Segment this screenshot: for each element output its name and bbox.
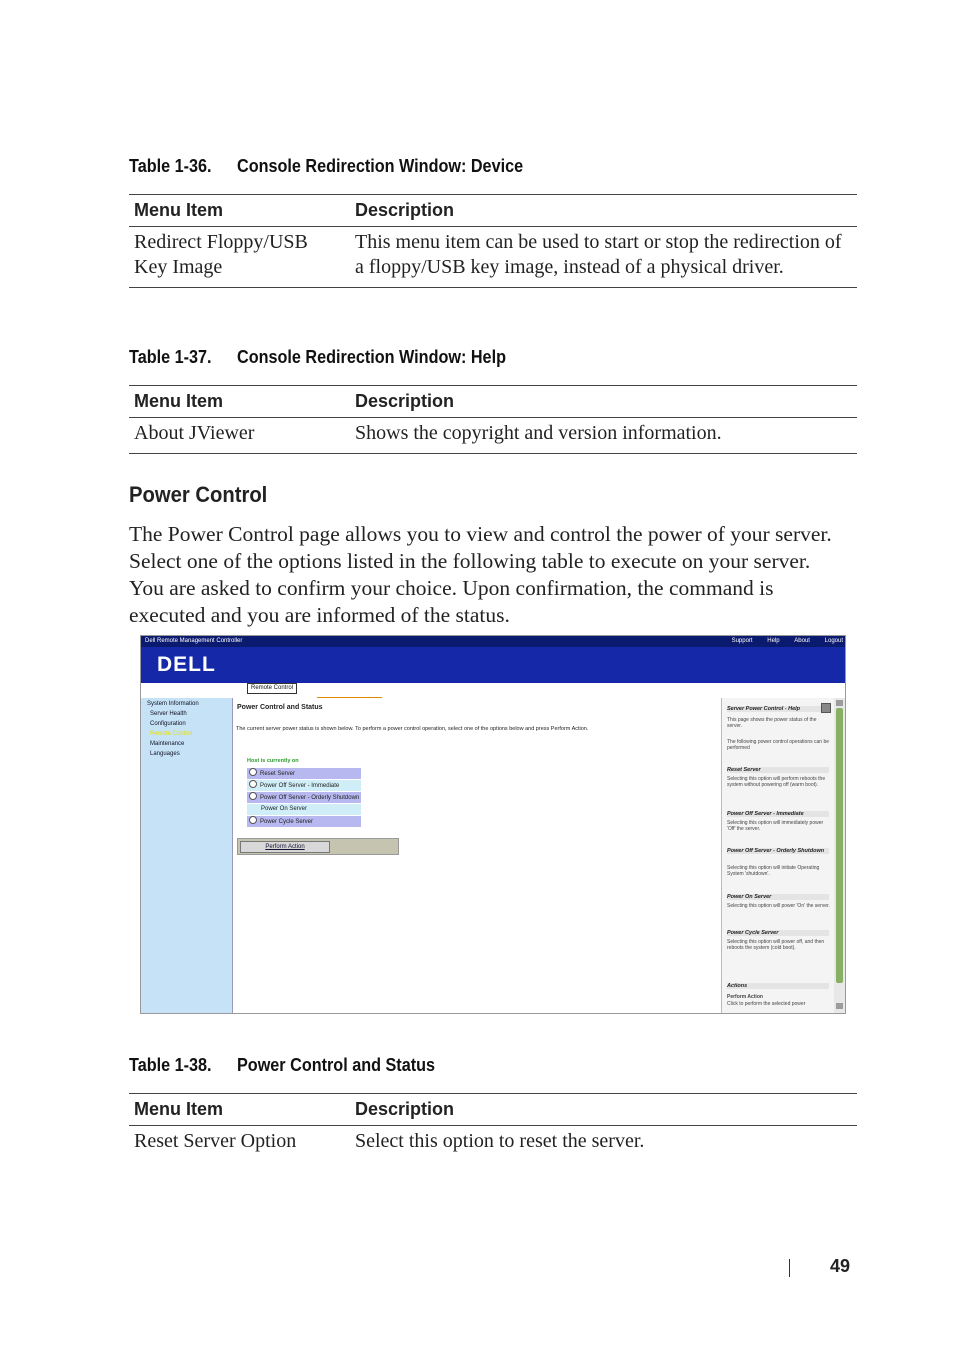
sidebar-item-system-information[interactable]: System Information [147, 701, 199, 707]
help-text: Selecting this option will power 'On' the server. [727, 903, 830, 909]
table-38-title: Power Control and Status [237, 1055, 436, 1075]
table-37-header-description: Description [350, 386, 857, 418]
option-label: Power On Server [261, 806, 308, 812]
tab-remote-control[interactable]: Remote Control [247, 683, 297, 694]
help-intro: This page shows the power status of the server. [727, 717, 817, 729]
close-icon[interactable] [821, 703, 831, 713]
table-cell: This menu item can be used to start or stop the redirection of a floppy/USB key image, instead of a physical driver. [350, 227, 857, 288]
help-text: Selecting this option will perform reboots the system without powering off (warm boot). [727, 776, 826, 788]
option-power-on-server[interactable] [247, 804, 361, 815]
radio-icon[interactable] [249, 792, 257, 800]
help-text: Selecting this option will immediately power 'Off' the server. [727, 820, 824, 832]
scrollbar-thumb[interactable] [836, 708, 843, 983]
table-cell: Select this option to reset the server. [355, 1130, 645, 1152]
table-36 [129, 194, 857, 288]
scroll-up-icon[interactable] [836, 700, 843, 706]
help-heading: Power Off Server - Immediate [727, 811, 829, 817]
option-reset-server[interactable] [247, 768, 361, 779]
table-38 [129, 1093, 857, 1161]
host-status: Host is currently on [247, 758, 299, 764]
help-heading: Power Cycle Server [727, 930, 829, 936]
table-36-number: Table 1-36. [129, 156, 212, 176]
sidebar-item-remote-control[interactable]: Remote Control [150, 731, 193, 737]
about-link[interactable]: About [794, 638, 810, 644]
help-heading: Reset Server [727, 767, 829, 773]
table-37-number: Table 1-37. [129, 347, 212, 367]
option-label: Power Cycle Server [260, 819, 314, 825]
sidebar-item-server-health[interactable]: Server Health [150, 711, 187, 717]
screenshot-title-bar [141, 636, 845, 647]
screenshot-sidebar [141, 698, 233, 1013]
scroll-down-icon[interactable] [836, 1003, 843, 1009]
option-power-off-immediate[interactable] [247, 780, 361, 791]
dell-logo: DELL [157, 653, 216, 676]
app-title: Dell Remote Management Controller [145, 638, 243, 644]
option-power-off-orderly[interactable] [247, 792, 361, 803]
table-36-header-description: Description [350, 195, 857, 227]
table-row [129, 418, 857, 454]
logout-link[interactable]: Logout [824, 638, 843, 644]
sidebar-item-languages[interactable]: Languages [150, 751, 180, 757]
radio-icon[interactable] [249, 780, 257, 788]
support-link[interactable]: Support [731, 638, 753, 644]
table-38-number: Table 1-38. [129, 1055, 212, 1075]
option-label: Power Off Server - Immediate [260, 783, 340, 789]
table-38-caption [129, 1055, 435, 1076]
perform-action-button[interactable]: Perform Action [240, 841, 330, 853]
option-label: Power Off Server - Orderly Shutdown [260, 795, 360, 801]
table-37-title: Console Redirection Window: Help [237, 347, 506, 367]
table-38-header-menu-item: Menu Item [129, 1094, 350, 1126]
sidebar-item-configuration[interactable]: Configuration [150, 721, 186, 727]
help-heading: Power On Server [727, 894, 829, 900]
table-37 [129, 385, 857, 454]
screenshot-main [233, 698, 721, 1013]
table-38-header-description: Description [350, 1094, 857, 1126]
option-label: Reset Server [260, 771, 296, 777]
table-37-caption [129, 347, 506, 368]
power-control-screenshot [140, 635, 846, 1014]
power-page-title: Power Control and Status [237, 704, 323, 711]
help-text: Selecting this option will initiate Operating System 'shutdown'. [727, 865, 820, 877]
table-cell: Redirect Floppy/USB Key Image [129, 227, 350, 288]
help-scrollbar[interactable] [834, 698, 845, 1013]
section-heading: Power Control [129, 482, 268, 507]
help-heading: Actions [727, 983, 829, 989]
sidebar-item-maintenance[interactable]: Maintenance [150, 741, 185, 747]
help-intro-2: The following power control operations can be performed [727, 739, 830, 751]
table-37-header-menu-item: Menu Item [129, 386, 350, 418]
table-row [129, 227, 857, 288]
table-36-title: Console Redirection Window: Device [237, 156, 524, 176]
help-action-text: Click to perform the selected power [727, 1001, 806, 1007]
option-power-cycle-server[interactable] [247, 816, 361, 827]
section-paragraph: The Power Control page allows you to view and control the power of your server. Select one of the options listed in the following table to execute on your server. You are asked to confirm your choice. Upon confirmation, the command is executed and you are informed of the status. [129, 522, 832, 627]
table-cell: About JViewer [129, 418, 350, 454]
table-cell: Reset Server Option [134, 1130, 297, 1152]
radio-icon[interactable] [249, 816, 257, 824]
help-heading: Power Off Server - Orderly Shutdown [727, 848, 829, 854]
table-36-header-menu-item: Menu Item [129, 195, 350, 227]
table-cell: Shows the copyright and version information. [350, 418, 857, 454]
help-title: Server Power Control - Help [727, 706, 829, 712]
help-action-name: Perform Action [727, 994, 763, 1000]
screenshot-help-panel [721, 698, 835, 1013]
help-link[interactable]: Help [767, 638, 780, 644]
screenshot-banner [141, 647, 845, 683]
help-text: Selecting this option will power off, and then reboots the system (cold boot). [727, 939, 825, 951]
radio-icon[interactable] [249, 768, 257, 776]
page-divider [789, 1259, 790, 1277]
table-row [129, 1126, 857, 1162]
page-number: 49 [830, 1256, 851, 1276]
power-instructions: The current server power status is shown below. To perform a power control operation, select one of the options below and press Perform Action. [236, 726, 589, 732]
table-36-caption [129, 156, 523, 177]
action-bar [237, 838, 399, 855]
